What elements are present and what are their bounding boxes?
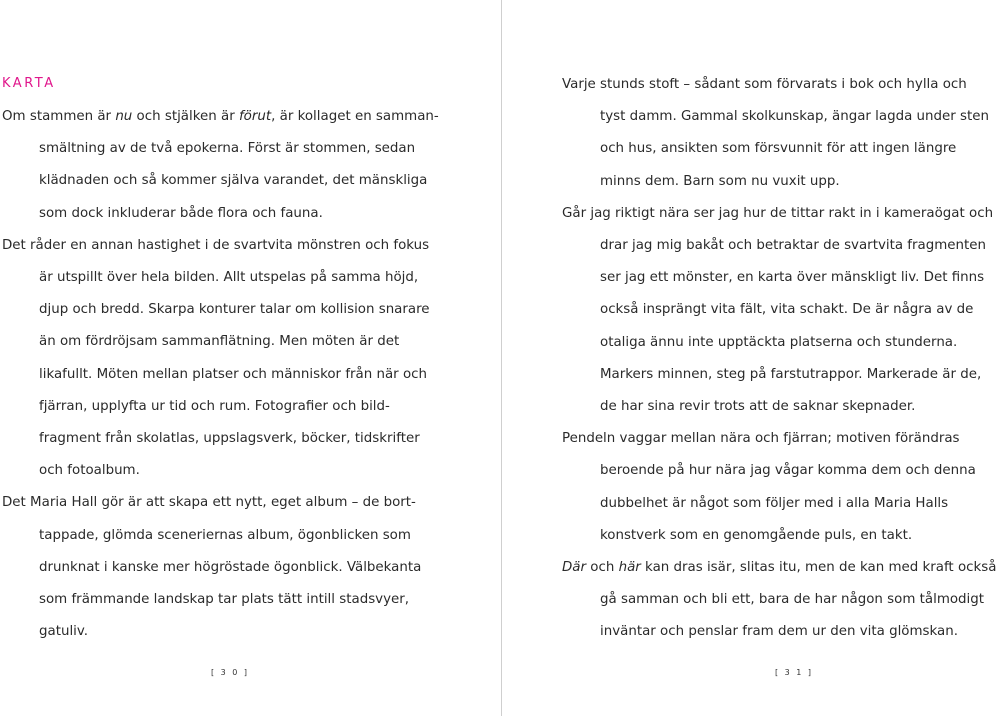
text-run: är utspillt över hela bilden. Allt utspelas på samma höjd,	[39, 270, 419, 285]
text-line	[600, 623, 958, 641]
text-run: och stjälken är	[132, 109, 239, 124]
text-line	[39, 333, 399, 351]
text-run: drunknat i kanske mer högröstade ögonblick. Välbekanta	[39, 559, 422, 575]
text-line	[600, 334, 957, 352]
text-line	[600, 173, 840, 191]
page-number-right: [ 3 1 ]	[775, 668, 814, 677]
text-line	[600, 495, 948, 513]
text-line	[600, 527, 912, 545]
text-run: Det råder en annan hastighet i de svartvita mönstren och fokus	[2, 237, 430, 253]
text-line	[600, 591, 984, 609]
text-line	[562, 205, 993, 223]
text-run: tappade, glömda sceneriernas album, ögonblicken som	[39, 527, 411, 543]
text-line	[600, 269, 984, 287]
text-run: kan dras isär, slitas itu, men de kan med kraft också	[640, 560, 996, 575]
text-run: som främmande landskap tar plats tätt intill stadsvyer,	[39, 592, 410, 607]
text-run: som dock inkluderar både flora och fauna.	[39, 205, 323, 221]
section-heading: KARTA	[2, 76, 56, 91]
text-run: också insprängt vita fält, vita schakt. De är några av de	[600, 302, 974, 318]
emphasis-text: Där	[562, 560, 587, 575]
text-line	[600, 462, 976, 480]
emphasis-text: nu	[115, 109, 133, 124]
text-run: fjärran, upplyfta ur tid och rum. Fotografier och bild-	[39, 398, 390, 414]
text-run: än om fördröjsam sammanflätning. Men möten är det	[39, 334, 400, 350]
text-line	[2, 494, 416, 512]
text-run: Varje stunds stoft – sådant som förvarats i bok och hylla och	[562, 77, 967, 92]
text-line	[39, 527, 411, 545]
text-run: Markers minnen, steg på farstutrappor. Markerade är de,	[600, 366, 982, 382]
text-run: djup och bredd. Skarpa konturer talar om kollision snarare	[39, 302, 430, 318]
text-run: Går jag riktigt nära ser jag hur de tittar rakt in i kameraögat och	[562, 205, 994, 221]
text-line	[2, 108, 439, 126]
text-run: beroende på hur nära jag vågar komma dem och denna	[600, 463, 976, 479]
text-run: och	[586, 560, 619, 575]
text-run: konstverk som en genomgående puls, en takt.	[600, 527, 913, 543]
page-gutter	[501, 0, 502, 716]
text-line	[562, 430, 960, 448]
text-line	[39, 366, 427, 384]
text-run: tyst damm. Gammal skolkunskap, ängar lagda under sten	[600, 109, 989, 125]
text-line	[39, 301, 430, 319]
text-line	[600, 398, 915, 416]
text-run: , är kollaget en samman-	[271, 109, 439, 124]
text-line	[39, 398, 390, 416]
text-line	[2, 237, 429, 255]
text-line	[562, 76, 967, 94]
text-line	[39, 559, 421, 577]
text-line	[39, 205, 323, 223]
text-run: gatuliv.	[39, 624, 89, 640]
text-line	[600, 140, 956, 158]
text-run: ser jag ett mönster, en karta över mänskligt liv. Det finns	[600, 270, 985, 286]
right-page	[562, 0, 996, 716]
text-run: klädnaden och så kommer själva varandet, det mänskliga	[39, 173, 428, 189]
text-run: Om stammen är	[2, 109, 116, 124]
text-line	[39, 430, 420, 448]
text-line	[39, 591, 409, 609]
text-run: de har sina revir trots att de saknar skepnader.	[600, 399, 916, 414]
text-line	[600, 237, 986, 255]
text-run: fragment från skolatlas, uppslagsverk, böcker, tidskrifter	[39, 431, 420, 446]
text-line	[39, 269, 418, 287]
text-run: likafullt. Möten mellan platser och människor från när och	[39, 366, 427, 382]
text-line	[600, 108, 989, 126]
text-run: och fotoalbum.	[39, 463, 140, 479]
text-run: smältning av de två epokerna. Först är stommen, sedan	[39, 141, 416, 157]
text-run: gå samman och bli ett, bara de har någon som tålmodigt	[600, 592, 985, 608]
text-run: Pendeln vaggar mellan nära och fjärran; motiven förändras	[562, 431, 960, 447]
emphasis-text: här	[618, 560, 641, 575]
text-run: dubbelhet är något som följer med i alla Maria Halls	[600, 495, 949, 511]
text-line	[600, 366, 981, 384]
text-run: otaliga ännu inte upptäckta platserna och stunderna.	[600, 334, 958, 350]
text-line	[562, 559, 996, 577]
text-line	[39, 140, 415, 158]
text-run: och hus, ansikten som försvunnit för att ingen längre	[600, 141, 957, 157]
text-line	[39, 462, 140, 480]
text-run: Det Maria Hall gör är att skapa ett nytt, eget album – de bort-	[2, 495, 416, 511]
emphasis-text: förut	[238, 109, 272, 124]
text-run: minns dem. Barn som nu vuxit upp.	[600, 173, 840, 189]
text-run: inväntar och penslar fram dem ur den vita glömskan.	[600, 624, 958, 640]
text-line	[600, 301, 973, 319]
page-number-left: [ 3 0 ]	[211, 668, 250, 677]
text-line	[39, 623, 88, 641]
text-line	[39, 172, 427, 190]
text-run: drar jag mig bakåt och betraktar de svartvita fragmenten	[600, 238, 986, 253]
